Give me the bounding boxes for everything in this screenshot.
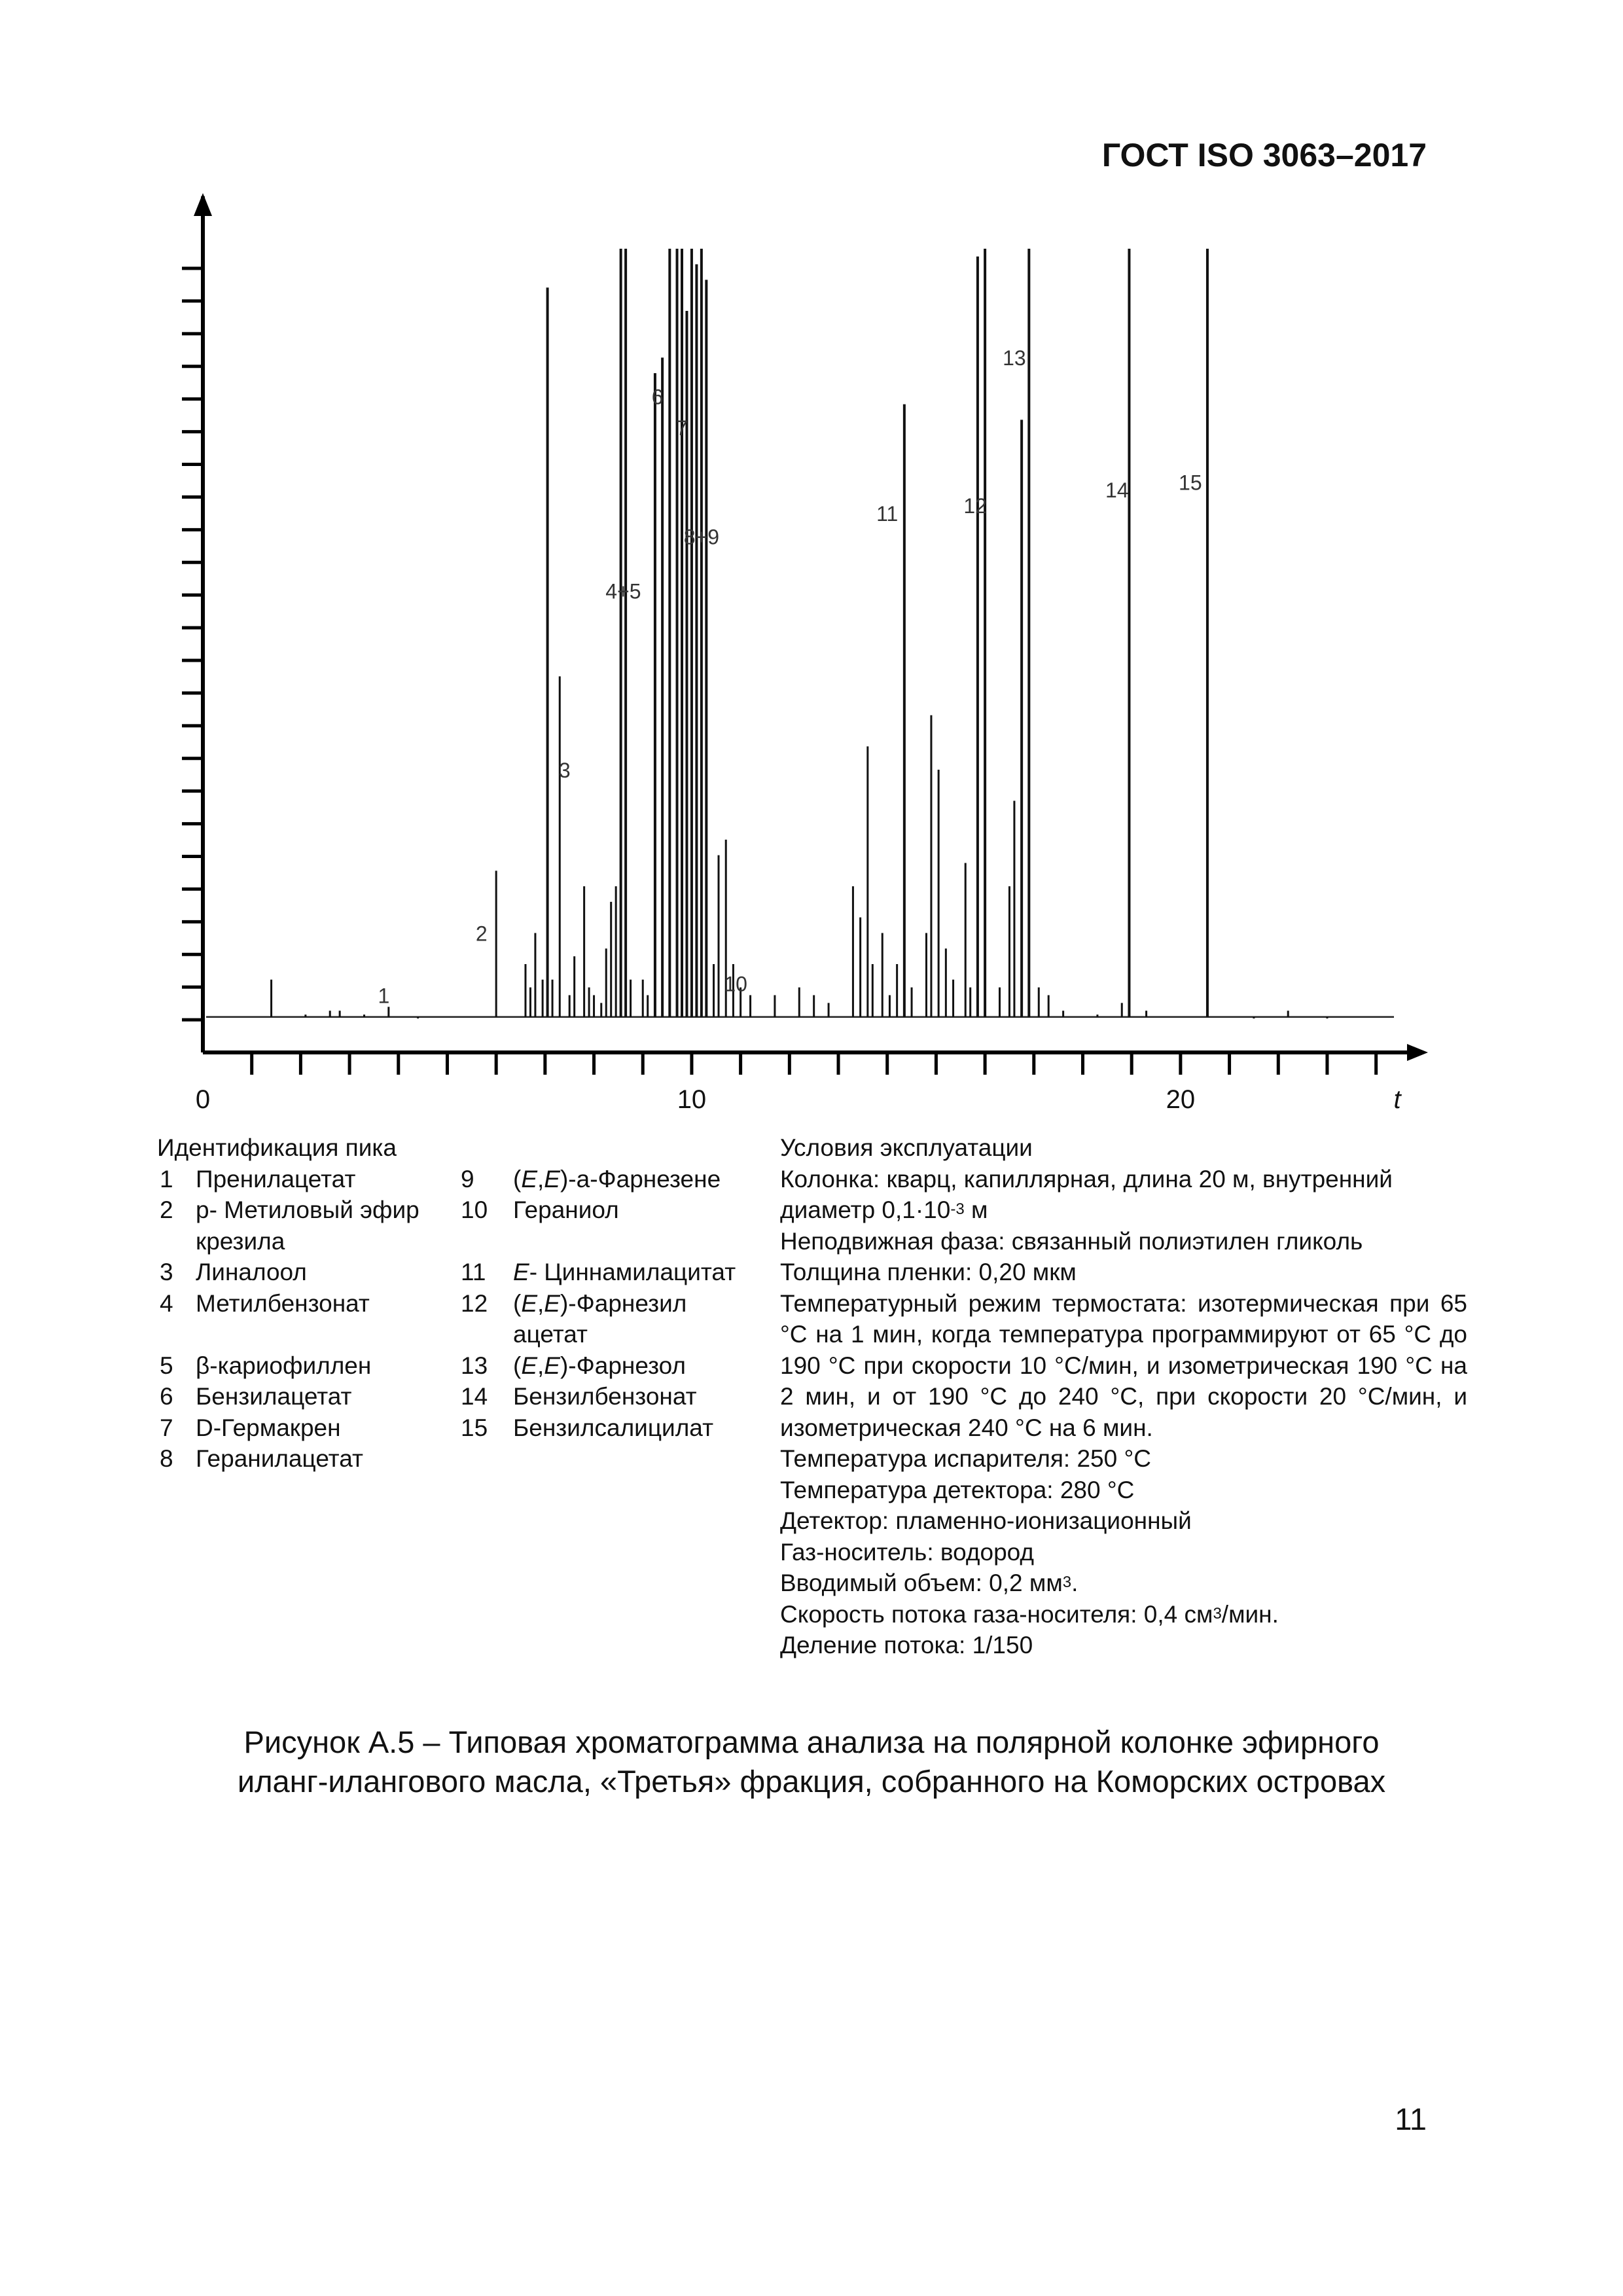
legend-num: 3: [160, 1259, 173, 1285]
condition-carrier: Газ-носитель: водород: [780, 1538, 1034, 1566]
legend-num: 2: [160, 1196, 173, 1223]
legend-name: крезила: [196, 1227, 285, 1255]
operating-conditions: [780, 1132, 1467, 1661]
condition-split: Деление потока: 1/150: [780, 1632, 1033, 1659]
legend-name: (E,E)-Фарнезол: [513, 1352, 687, 1379]
legend-row: [157, 1350, 736, 1382]
legend-num: 15: [461, 1414, 488, 1441]
legend-row: [157, 1164, 736, 1195]
peak-label: 1: [378, 984, 390, 1008]
x-axis-arrow: [1407, 1044, 1428, 1061]
peak-label: 2: [475, 922, 488, 946]
legend-name: (E,E)-Фарнезил: [513, 1289, 687, 1317]
peak-label: 8+9: [683, 525, 720, 549]
peak-label: 14: [1105, 478, 1129, 503]
peak-label: 4+5: [605, 579, 641, 603]
peak-legend: [157, 1132, 779, 1475]
legend-name: Геранилацетат: [196, 1445, 363, 1472]
x-axis-label: t: [1393, 1085, 1401, 1114]
legend-name: (E,E)-a-Фарнезене: [513, 1165, 721, 1193]
legend-title: Идентификация пика: [157, 1134, 397, 1161]
legend-num: [461, 1319, 513, 1350]
chromatogram-trace: [206, 249, 1394, 1018]
condition-volume: Вводимый объем: 0,2 $мм^3$.: [780, 1570, 1079, 1596]
legend-name: [513, 1443, 736, 1475]
legend-name: Пренилацетат: [196, 1165, 356, 1193]
legend-row: [157, 1319, 736, 1350]
legend-name: β-кариофиллен: [196, 1352, 372, 1379]
peak-label: 13: [1003, 346, 1026, 370]
condition-temperature-program: Температурный режим термостата: изотермическая при 65 °С на 1 мин, когда температура программируют от 65 °С до 190 °С при скорости 10 °С/мин, и изометрическая 190 °С на 2 мин, и от 190 °С до 240 °С, при скорости 20 °С/мин, и изометрическая 240 °С на 6 мин.: [780, 1289, 1467, 1441]
legend-row: [157, 1288, 736, 1319]
legend-num: 14: [461, 1383, 488, 1410]
condition-detector-temp: Температура детектора: 280 °С: [780, 1476, 1135, 1503]
legend-row: [157, 1381, 736, 1412]
legend-name: Метилбензонат: [196, 1289, 370, 1317]
legend-num: 7: [160, 1414, 173, 1441]
legend-num: 1: [160, 1165, 173, 1193]
caption-line-2: иланг-илангового масла, «Третья» фракция, собранного на Коморских островах: [237, 1764, 1386, 1799]
legend-name: Линалоол: [196, 1259, 307, 1285]
legend-name: D-Гермакрен: [196, 1414, 341, 1441]
peak-label: 6: [651, 385, 664, 409]
legend-name: р- Метиловый эфир: [196, 1196, 419, 1223]
x-tick-label: 10: [677, 1085, 707, 1114]
legend-num: 4: [160, 1289, 173, 1317]
chromatogram-chart: [0, 0, 1623, 1139]
condition-detector: Детектор: пламенно-ионизационный: [780, 1507, 1192, 1534]
peak-label: 12: [963, 493, 987, 518]
legend-name: [196, 1319, 461, 1350]
legend-num: [461, 1443, 513, 1475]
y-axis-arrow: [194, 193, 212, 216]
page-number: 11: [1395, 2102, 1427, 2136]
legend-name: ацетат: [513, 1321, 588, 1348]
condition-film: Толщина пленки: 0,20 мкм: [780, 1259, 1077, 1285]
legend-name: Бензилбензонат: [513, 1383, 697, 1410]
x-tick-label: 0: [195, 1085, 211, 1114]
legend-num: 5: [160, 1352, 173, 1379]
peak-label: 3: [558, 758, 571, 782]
legend-table: [157, 1164, 736, 1475]
legend-num: 11: [461, 1259, 486, 1285]
caption-line-1: Рисунок А.5 – Типовая хроматограмма анализа на полярной колонке эфирного: [243, 1725, 1380, 1759]
peak-labels: [378, 346, 1202, 1007]
peak-label: 15: [1179, 471, 1202, 495]
legend-num: [461, 1226, 513, 1257]
legend-num: 9: [461, 1165, 474, 1193]
peak-label: 10: [724, 972, 747, 996]
legend-row: [157, 1226, 736, 1257]
legend-row: [157, 1194, 736, 1226]
x-tick-label: 20: [1166, 1085, 1196, 1114]
legend-num: [157, 1226, 196, 1257]
legend-name: [513, 1226, 736, 1257]
legend-num: 6: [160, 1383, 173, 1410]
legend-name: Бензилсалицилат: [513, 1414, 714, 1441]
legend-num: 8: [160, 1445, 173, 1472]
peak-label: 11: [876, 501, 899, 526]
legend-num: [157, 1319, 196, 1350]
condition-column-diameter: диаметр $0,1\cdot 10^{-3}$ м: [780, 1196, 988, 1223]
chart-axes: [182, 193, 1428, 1114]
legend-row: [157, 1443, 736, 1475]
condition-phase: Неподвижная фаза: связанный полиэтилен гликоль: [780, 1227, 1363, 1255]
figure-caption: [131, 1723, 1492, 1801]
legend-row: [157, 1257, 736, 1288]
peak-label: 7: [676, 416, 688, 440]
document-header: ГОСТ ISO 3063–2017: [1101, 137, 1427, 173]
condition-flow: Скорость потока газа-носителя: 0,4 $см^3$/мин.: [780, 1600, 1279, 1628]
legend-num: 12: [461, 1289, 488, 1317]
legend-name: E- Циннамилацитат: [513, 1259, 736, 1285]
legend-name: Бензилацетат: [196, 1383, 352, 1410]
legend-row: [157, 1412, 736, 1444]
legend-num: 13: [461, 1352, 488, 1379]
condition-injector: Температура испарителя: 250 °С: [780, 1445, 1151, 1472]
conditions-title: Условия эксплуатации: [780, 1134, 1033, 1161]
condition-column: Колонка: кварц, капиллярная, длина 20 м, внутренний: [780, 1165, 1393, 1193]
legend-num: 10: [461, 1196, 488, 1223]
legend-name: Гераниол: [513, 1196, 619, 1223]
